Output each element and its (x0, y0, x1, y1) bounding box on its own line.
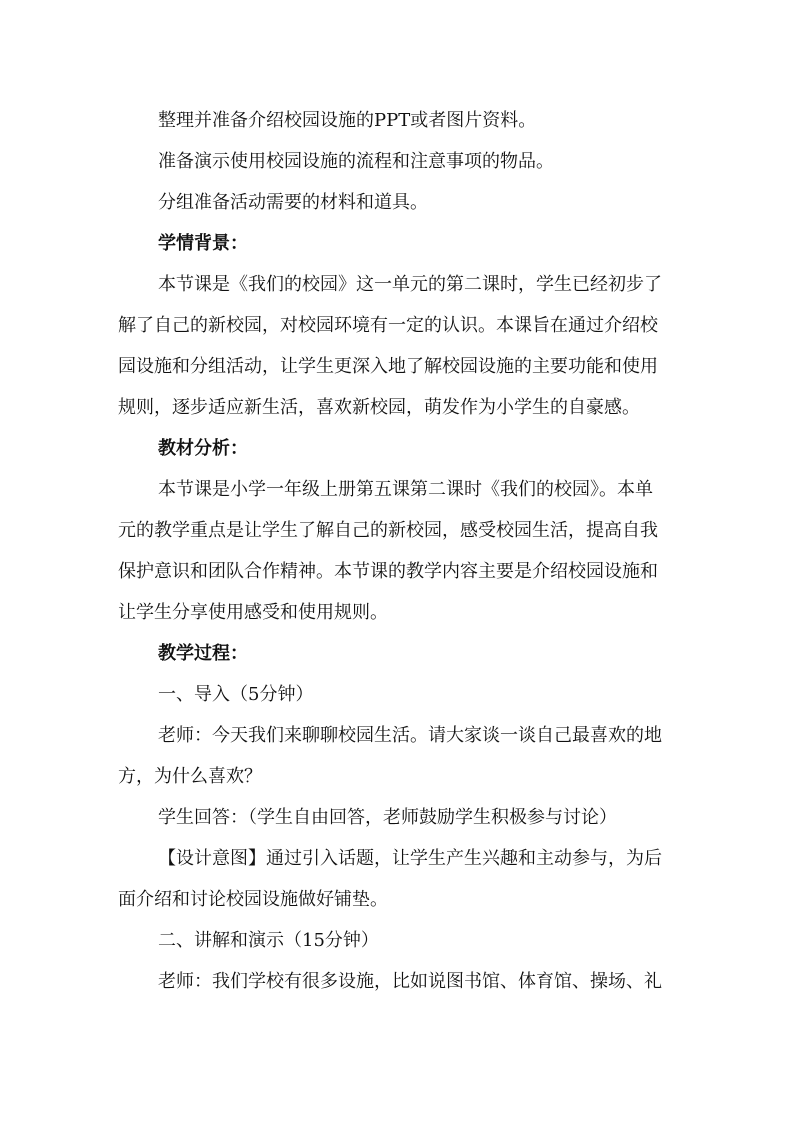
student-answer-line: 学生回答：（学生自由回答，老师鼓励学生积极参与讨论） (158, 807, 617, 828)
learning-background-line-1: 本节课是《我们的校园》这一单元的第二课时，学生已经初步了 (158, 274, 662, 295)
learning-background-heading: 学情背景： (158, 233, 248, 254)
textbook-analysis-heading: 教材分析： (158, 438, 248, 459)
teacher-intro-line-1: 老师：今天我们来聊聊校园生活。请大家谈一谈自己最喜欢的地 (158, 725, 662, 746)
prep-item-2: 准备演示使用校园设施的流程和注意事项的物品。 (158, 151, 554, 172)
intro-section-title: 一、导入（5分钟） (158, 684, 314, 705)
teacher-intro-line-2: 方，为什么喜欢？ (118, 766, 262, 787)
learning-background-line-3: 园设施和分组活动，让学生更深入地了解校园设施的主要功能和使用 (118, 356, 658, 377)
prep-item-3: 分组准备活动需要的材料和道具。 (158, 192, 428, 213)
textbook-analysis-line-3: 保护意识和团队合作精神。本节课的教学内容主要是介绍校园设施和 (118, 561, 658, 582)
demo-section-title: 二、讲解和演示（15分钟） (158, 930, 379, 951)
textbook-analysis-line-1: 本节课是小学一年级上册第五课第二课时《我们的校园》。本单 (158, 479, 653, 500)
design-intent-line-1: 【设计意图】通过引入话题，让学生产生兴趣和主动参与，为后 (158, 848, 662, 869)
textbook-analysis-line-4: 让学生分享使用感受和使用规则。 (118, 602, 388, 623)
textbook-analysis-line-2: 元的教学重点是让学生了解自己的新校园，感受校园生活，提高自我 (118, 520, 658, 541)
document-content (118, 100, 680, 1002)
learning-background-line-2: 解了自己的新校园，对校园环境有一定的认识。本课旨在通过介绍校 (118, 315, 658, 336)
prep-item-1: 整理并准备介绍校园设施的PPT或者图片资料。 (158, 110, 537, 131)
teaching-process-heading: 教学过程： (158, 643, 248, 664)
design-intent-line-2: 面介绍和讨论校园设施做好铺垫。 (118, 889, 388, 910)
teacher-demo-line: 老师：我们学校有很多设施，比如说图书馆、体育馆、操场、礼 (158, 971, 662, 992)
learning-background-line-4: 规则，逐步适应新生活，喜欢新校园，萌发作为小学生的自豪感。 (118, 397, 640, 418)
